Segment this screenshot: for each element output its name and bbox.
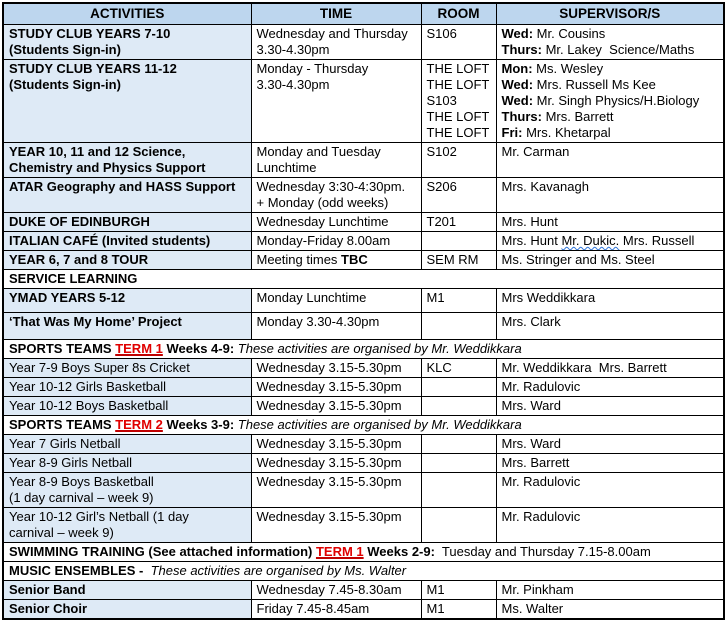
- room-cell: THE LOFT THE LOFT S103 THE LOFT THE LOFT: [421, 60, 496, 143]
- header-row: [3, 3, 724, 25]
- activities-table: [2, 2, 725, 620]
- table-row: [3, 508, 724, 543]
- room-cell: [421, 454, 496, 473]
- table-row: [3, 143, 724, 178]
- supervisor-cell: Mrs. Clark: [496, 313, 724, 340]
- time-cell: Wednesday and Thursday 3.30-4.30pm: [251, 25, 421, 60]
- activity-cell: STUDY CLUB YEARS 7-10 (Students Sign-in): [3, 25, 251, 60]
- room-cell: [421, 232, 496, 251]
- section-title: SPORTS TEAMS TERM 1 Weeks 4-9: These activities are organised by Mr. Weddikkara: [3, 340, 724, 359]
- activity-cell: DUKE OF EDINBURGH: [3, 213, 251, 232]
- room-cell: [421, 473, 496, 508]
- supervisor-cell: Mr. Radulovic: [496, 378, 724, 397]
- section-title: MUSIC ENSEMBLES - These activities are organised by Ms. Walter: [3, 562, 724, 581]
- room-cell: M1: [421, 289, 496, 313]
- time-cell: Wednesday 3.15-5.30pm: [251, 454, 421, 473]
- supervisor-cell: Mr. Pinkham: [496, 581, 724, 600]
- room-cell: T201: [421, 213, 496, 232]
- supervisor-cell: Ms. Stringer and Ms. Steel: [496, 251, 724, 270]
- time-cell: Wednesday 3.15-5.30pm: [251, 359, 421, 378]
- table-row: [3, 473, 724, 508]
- table-row: [3, 378, 724, 397]
- room-cell: S106: [421, 25, 496, 60]
- time-cell: Wednesday 3.15-5.30pm: [251, 435, 421, 454]
- room-cell: M1: [421, 600, 496, 620]
- column-header-time: TIME: [251, 3, 421, 25]
- section-title: SWIMMING TRAINING (See attached information) TERM 1 Weeks 2-9: Tuesday and Thursday 7.15-8.00am: [3, 543, 724, 562]
- section-title: SERVICE LEARNING: [3, 270, 724, 289]
- supervisor-cell: Wed: Mr. Cousins Thurs: Mr. Lakey Science/Maths: [496, 25, 724, 60]
- time-cell: Monday - Thursday 3.30-4.30pm: [251, 60, 421, 143]
- time-cell: Wednesday 7.45-8.30am: [251, 581, 421, 600]
- room-cell: M1: [421, 581, 496, 600]
- table-row: [3, 435, 724, 454]
- time-cell: Monday and Tuesday Lunchtime: [251, 143, 421, 178]
- time-cell: Wednesday 3.15-5.30pm: [251, 378, 421, 397]
- time-cell: Wednesday 3:30-4:30pm. + Monday (odd weeks): [251, 178, 421, 213]
- table-row: [3, 581, 724, 600]
- term-2-label: TERM 2: [115, 417, 163, 432]
- section-row-swimming-training: [3, 543, 724, 562]
- activity-cell: Year 10-12 Girl’s Netball (1 day carnival – week 9): [3, 508, 251, 543]
- room-cell: KLC: [421, 359, 496, 378]
- activity-cell: Year 8-9 Girls Netball: [3, 454, 251, 473]
- supervisor-cell: Mr. Weddikkara Mrs. Barrett: [496, 359, 724, 378]
- room-cell: S206: [421, 178, 496, 213]
- column-header-activities: ACTIVITIES: [3, 3, 251, 25]
- room-cell: [421, 508, 496, 543]
- time-cell: Meeting times TBC: [251, 251, 421, 270]
- table-row: [3, 397, 724, 416]
- activity-cell: YMAD YEARS 5-12: [3, 289, 251, 313]
- section-title: SPORTS TEAMS TERM 2 Weeks 3-9: These activities are organised by Mr. Weddikkara: [3, 416, 724, 435]
- room-cell: S102: [421, 143, 496, 178]
- section-row-sports-term-1: [3, 340, 724, 359]
- supervisor-cell: Mrs. Ward: [496, 435, 724, 454]
- time-cell: Monday Lunchtime: [251, 289, 421, 313]
- spellcheck-squiggle-text: Mr. Dukic.: [561, 233, 620, 248]
- time-cell: Monday 3.30-4.30pm: [251, 313, 421, 340]
- activity-cell: Senior Band: [3, 581, 251, 600]
- table-row: [3, 232, 724, 251]
- supervisor-cell: Mrs. Kavanagh: [496, 178, 724, 213]
- supervisor-cell: Mr. Radulovic: [496, 473, 724, 508]
- time-cell: Friday 7.45-8.45am: [251, 600, 421, 620]
- time-cell: Wednesday 3.15-5.30pm: [251, 473, 421, 508]
- table-row: [3, 359, 724, 378]
- supervisor-cell: Mon: Ms. Wesley Wed: Mrs. Russell Ms Kee Wed: Mr. Singh Physics/H.Biology Thurs: Mrs. Barrett Fri: Mrs. Khetarpal: [496, 60, 724, 143]
- supervisor-cell: Mrs. Barrett: [496, 454, 724, 473]
- activity-cell: Year 10-12 Boys Basketball: [3, 397, 251, 416]
- activity-cell: Senior Choir: [3, 600, 251, 620]
- time-cell: Monday-Friday 8.00am: [251, 232, 421, 251]
- column-header-room: ROOM: [421, 3, 496, 25]
- room-cell: SEM RM: [421, 251, 496, 270]
- room-cell: [421, 435, 496, 454]
- time-cell: Wednesday 3.15-5.30pm: [251, 508, 421, 543]
- table-row: [3, 25, 724, 60]
- column-header-supervisors: SUPERVISOR/S: [496, 3, 724, 25]
- term-1-label: TERM 1: [315, 544, 364, 559]
- activity-cell: YEAR 10, 11 and 12 Science, Chemistry and Physics Support: [3, 143, 251, 178]
- supervisor-cell: Ms. Walter: [496, 600, 724, 620]
- table-row: [3, 178, 724, 213]
- supervisor-cell: Mrs Weddikkara: [496, 289, 724, 313]
- table-row: [3, 313, 724, 340]
- activity-cell: ATAR Geography and HASS Support: [3, 178, 251, 213]
- table-row: [3, 454, 724, 473]
- room-cell: [421, 378, 496, 397]
- activity-cell: Year 8-9 Boys Basketball (1 day carnival – week 9): [3, 473, 251, 508]
- table-row: [3, 251, 724, 270]
- activity-cell: ‘That Was My Home’ Project: [3, 313, 251, 340]
- activity-cell: ITALIAN CAFÉ (Invited students): [3, 232, 251, 251]
- table-row: [3, 60, 724, 143]
- activity-cell: STUDY CLUB YEARS 11-12 (Students Sign-in): [3, 60, 251, 143]
- room-cell: [421, 313, 496, 340]
- table-row: [3, 600, 724, 620]
- table-row: [3, 213, 724, 232]
- table-row: [3, 289, 724, 313]
- activity-cell: YEAR 6, 7 and 8 TOUR: [3, 251, 251, 270]
- term-1-label: TERM 1: [115, 341, 163, 356]
- supervisor-cell: Mr. Radulovic: [496, 508, 724, 543]
- room-cell: [421, 397, 496, 416]
- supervisor-cell: Mrs. Hunt Mr. Dukic. Mrs. Russell: [496, 232, 724, 251]
- time-cell: Wednesday 3.15-5.30pm: [251, 397, 421, 416]
- supervisor-cell: Mrs. Ward: [496, 397, 724, 416]
- activity-cell: Year 7 Girls Netball: [3, 435, 251, 454]
- section-row-sports-term-2: [3, 416, 724, 435]
- activity-cell: Year 7-9 Boys Super 8s Cricket: [3, 359, 251, 378]
- section-row-service-learning: [3, 270, 724, 289]
- section-row-music-ensembles: [3, 562, 724, 581]
- supervisor-cell: Mr. Carman: [496, 143, 724, 178]
- time-cell: Wednesday Lunchtime: [251, 213, 421, 232]
- supervisor-cell: Mrs. Hunt: [496, 213, 724, 232]
- activity-cell: Year 10-12 Girls Basketball: [3, 378, 251, 397]
